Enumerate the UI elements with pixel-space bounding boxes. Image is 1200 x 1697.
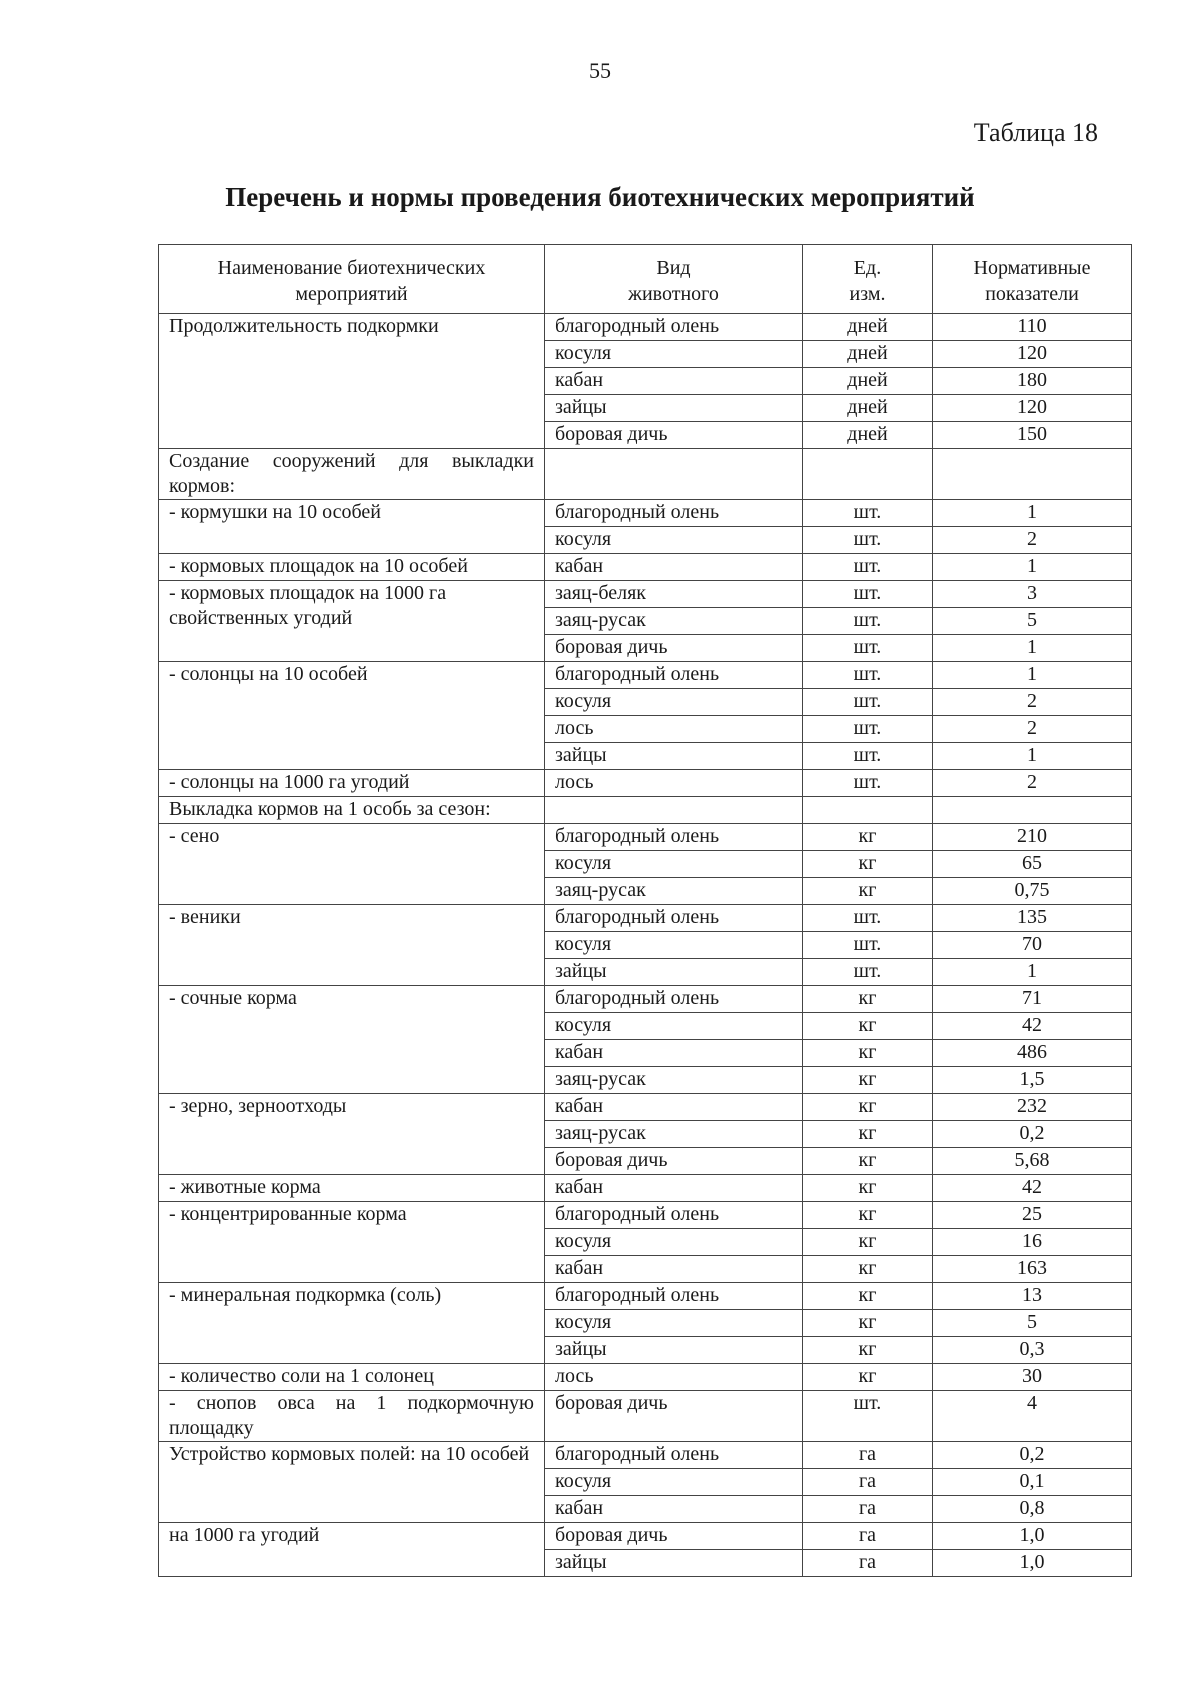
animal-cell: благородный олень: [545, 986, 803, 1013]
unit-cell: кг: [803, 1202, 933, 1229]
header-unit: Ед. изм.: [803, 245, 933, 314]
value-cell: 1: [933, 554, 1132, 581]
value-cell: 1,5: [933, 1067, 1132, 1094]
animal-cell: [545, 449, 803, 500]
unit-cell: [803, 797, 933, 824]
unit-cell: дней: [803, 314, 933, 341]
animal-cell: благородный олень: [545, 905, 803, 932]
value-cell: 5: [933, 608, 1132, 635]
table-row: [159, 500, 1132, 527]
unit-cell: шт.: [803, 716, 933, 743]
table-header-row: [159, 245, 1132, 314]
unit-cell: шт.: [803, 554, 933, 581]
activity-cell: - снопов овса на 1 подкормочную площадку: [159, 1391, 545, 1442]
unit-cell: кг: [803, 1364, 933, 1391]
activity-cell: - количество соли на 1 солонец: [159, 1364, 545, 1391]
animal-cell: заяц-русак: [545, 608, 803, 635]
value-cell: 180: [933, 368, 1132, 395]
animal-cell: кабан: [545, 1040, 803, 1067]
animal-cell: лось: [545, 770, 803, 797]
animal-cell: зайцы: [545, 1550, 803, 1577]
table-label: Таблица 18: [973, 118, 1098, 147]
value-cell: 120: [933, 395, 1132, 422]
unit-cell: га: [803, 1469, 933, 1496]
value-cell: 16: [933, 1229, 1132, 1256]
unit-cell: га: [803, 1496, 933, 1523]
animal-cell: боровая дичь: [545, 422, 803, 449]
table-row: [159, 1175, 1132, 1202]
animal-cell: заяц-русак: [545, 1121, 803, 1148]
activity-cell: - сочные корма: [159, 986, 545, 1094]
value-cell: 2: [933, 527, 1132, 554]
unit-cell: дней: [803, 368, 933, 395]
animal-cell: благородный олень: [545, 824, 803, 851]
unit-cell: шт.: [803, 932, 933, 959]
value-cell: 1,0: [933, 1523, 1132, 1550]
table-body: [159, 314, 1132, 1577]
activity-cell: - сено: [159, 824, 545, 905]
value-cell: 486: [933, 1040, 1132, 1067]
unit-cell: кг: [803, 1040, 933, 1067]
unit-cell: кг: [803, 1283, 933, 1310]
unit-cell: кг: [803, 1013, 933, 1040]
activity-cell: на 1000 га угодий: [159, 1523, 545, 1577]
table-row: [159, 986, 1132, 1013]
unit-cell: шт.: [803, 527, 933, 554]
value-cell: 5: [933, 1310, 1132, 1337]
animal-cell: косуля: [545, 1310, 803, 1337]
activity-cell: - концентрированные корма: [159, 1202, 545, 1283]
unit-cell: кг: [803, 1148, 933, 1175]
unit-cell: кг: [803, 1094, 933, 1121]
animal-cell: благородный олень: [545, 662, 803, 689]
value-cell: 110: [933, 314, 1132, 341]
table-row: [159, 1391, 1132, 1442]
value-cell: 1: [933, 662, 1132, 689]
unit-cell: га: [803, 1442, 933, 1469]
unit-cell: кг: [803, 824, 933, 851]
value-cell: 232: [933, 1094, 1132, 1121]
value-cell: 2: [933, 770, 1132, 797]
unit-cell: кг: [803, 1256, 933, 1283]
animal-cell: боровая дичь: [545, 1523, 803, 1550]
activity-cell: - кормовых площадок на 1000 га свойственных угодий: [159, 581, 545, 662]
table-row: [159, 1442, 1132, 1469]
table-row: [159, 797, 1132, 824]
table-row: [159, 581, 1132, 608]
table-row: [159, 1202, 1132, 1229]
unit-cell: шт.: [803, 743, 933, 770]
value-cell: 42: [933, 1175, 1132, 1202]
table-row: [159, 554, 1132, 581]
value-cell: 2: [933, 689, 1132, 716]
animal-cell: косуля: [545, 1013, 803, 1040]
table-row: [159, 770, 1132, 797]
unit-cell: шт.: [803, 1391, 933, 1442]
activity-cell: Устройство кормовых полей: на 10 особей: [159, 1442, 545, 1523]
unit-cell: шт.: [803, 689, 933, 716]
value-cell: 1: [933, 500, 1132, 527]
activity-cell: - солонцы на 10 особей: [159, 662, 545, 770]
unit-cell: шт.: [803, 959, 933, 986]
animal-cell: [545, 797, 803, 824]
unit-cell: кг: [803, 1175, 933, 1202]
unit-cell: кг: [803, 1121, 933, 1148]
value-cell: 3: [933, 581, 1132, 608]
activity-cell: - животные корма: [159, 1175, 545, 1202]
animal-cell: косуля: [545, 689, 803, 716]
unit-cell: га: [803, 1523, 933, 1550]
activity-cell: - зерно, зерноотходы: [159, 1094, 545, 1175]
unit-cell: дней: [803, 422, 933, 449]
animal-cell: кабан: [545, 368, 803, 395]
value-cell: 0,2: [933, 1121, 1132, 1148]
animal-cell: благородный олень: [545, 1283, 803, 1310]
animal-cell: косуля: [545, 1229, 803, 1256]
value-cell: 1: [933, 959, 1132, 986]
animal-cell: благородный олень: [545, 1202, 803, 1229]
animal-cell: зайцы: [545, 1337, 803, 1364]
value-cell: 135: [933, 905, 1132, 932]
value-cell: 210: [933, 824, 1132, 851]
animal-cell: косуля: [545, 527, 803, 554]
table-row: [159, 1364, 1132, 1391]
header-activity: Наименование биотехнических мероприятий: [159, 245, 545, 314]
animal-cell: боровая дичь: [545, 1391, 803, 1442]
animal-cell: благородный олень: [545, 500, 803, 527]
value-cell: [933, 449, 1132, 500]
unit-cell: кг: [803, 1067, 933, 1094]
value-cell: 0,2: [933, 1442, 1132, 1469]
animal-cell: зайцы: [545, 743, 803, 770]
value-cell: 71: [933, 986, 1132, 1013]
animal-cell: зайцы: [545, 959, 803, 986]
unit-cell: кг: [803, 986, 933, 1013]
value-cell: 163: [933, 1256, 1132, 1283]
animal-cell: боровая дичь: [545, 635, 803, 662]
activity-cell: - кормушки на 10 особей: [159, 500, 545, 554]
table-row: [159, 1094, 1132, 1121]
unit-cell: кг: [803, 1310, 933, 1337]
activity-cell: Создание сооружений для выкладки кормов:: [159, 449, 545, 500]
animal-cell: лось: [545, 1364, 803, 1391]
value-cell: 0,1: [933, 1469, 1132, 1496]
table-row: [159, 662, 1132, 689]
value-cell: 1: [933, 743, 1132, 770]
unit-cell: кг: [803, 1337, 933, 1364]
animal-cell: косуля: [545, 932, 803, 959]
animal-cell: кабан: [545, 554, 803, 581]
activity-cell: Выкладка кормов на 1 особь за сезон:: [159, 797, 545, 824]
unit-cell: кг: [803, 1229, 933, 1256]
animal-cell: благородный олень: [545, 314, 803, 341]
unit-cell: шт.: [803, 662, 933, 689]
value-cell: 0,8: [933, 1496, 1132, 1523]
table-row: [159, 1283, 1132, 1310]
animal-cell: боровая дичь: [545, 1148, 803, 1175]
value-cell: 65: [933, 851, 1132, 878]
unit-cell: шт.: [803, 635, 933, 662]
value-cell: 2: [933, 716, 1132, 743]
animal-cell: косуля: [545, 341, 803, 368]
activity-cell: - минеральная подкормка (соль): [159, 1283, 545, 1364]
animal-cell: кабан: [545, 1175, 803, 1202]
unit-cell: шт.: [803, 608, 933, 635]
animal-cell: зайцы: [545, 395, 803, 422]
value-cell: 0,75: [933, 878, 1132, 905]
page-number: 55: [589, 58, 611, 83]
unit-cell: кг: [803, 851, 933, 878]
activity-cell: Продолжительность подкормки: [159, 314, 545, 449]
value-cell: 30: [933, 1364, 1132, 1391]
table-row: [159, 824, 1132, 851]
value-cell: [933, 797, 1132, 824]
activity-cell: - веники: [159, 905, 545, 986]
animal-cell: косуля: [545, 851, 803, 878]
unit-cell: дней: [803, 395, 933, 422]
animal-cell: косуля: [545, 1469, 803, 1496]
unit-cell: шт.: [803, 905, 933, 932]
value-cell: 1: [933, 635, 1132, 662]
activity-cell: - солонцы на 1000 га угодий: [159, 770, 545, 797]
value-cell: 25: [933, 1202, 1132, 1229]
value-cell: 1,0: [933, 1550, 1132, 1577]
animal-cell: кабан: [545, 1496, 803, 1523]
animal-cell: заяц-русак: [545, 878, 803, 905]
value-cell: 13: [933, 1283, 1132, 1310]
table-row: [159, 1523, 1132, 1550]
unit-cell: [803, 449, 933, 500]
value-cell: 70: [933, 932, 1132, 959]
norms-table: [158, 244, 1132, 1577]
unit-cell: шт.: [803, 500, 933, 527]
unit-cell: кг: [803, 878, 933, 905]
value-cell: 0,3: [933, 1337, 1132, 1364]
table-row: [159, 905, 1132, 932]
activity-cell: - кормовых площадок на 10 особей: [159, 554, 545, 581]
unit-cell: га: [803, 1550, 933, 1577]
value-cell: 5,68: [933, 1148, 1132, 1175]
unit-cell: дней: [803, 341, 933, 368]
value-cell: 150: [933, 422, 1132, 449]
document-title: Перечень и нормы проведения биотехнических мероприятий: [225, 182, 975, 212]
animal-cell: благородный олень: [545, 1442, 803, 1469]
value-cell: 4: [933, 1391, 1132, 1442]
animal-cell: заяц-русак: [545, 1067, 803, 1094]
animal-cell: заяц-беляк: [545, 581, 803, 608]
unit-cell: шт.: [803, 770, 933, 797]
header-value: Нормативные показатели: [933, 245, 1132, 314]
animal-cell: кабан: [545, 1094, 803, 1121]
table-row: [159, 314, 1132, 341]
value-cell: 42: [933, 1013, 1132, 1040]
animal-cell: лось: [545, 716, 803, 743]
table-row: [159, 449, 1132, 500]
header-animal: Вид животного: [545, 245, 803, 314]
unit-cell: шт.: [803, 581, 933, 608]
value-cell: 120: [933, 341, 1132, 368]
animal-cell: кабан: [545, 1256, 803, 1283]
